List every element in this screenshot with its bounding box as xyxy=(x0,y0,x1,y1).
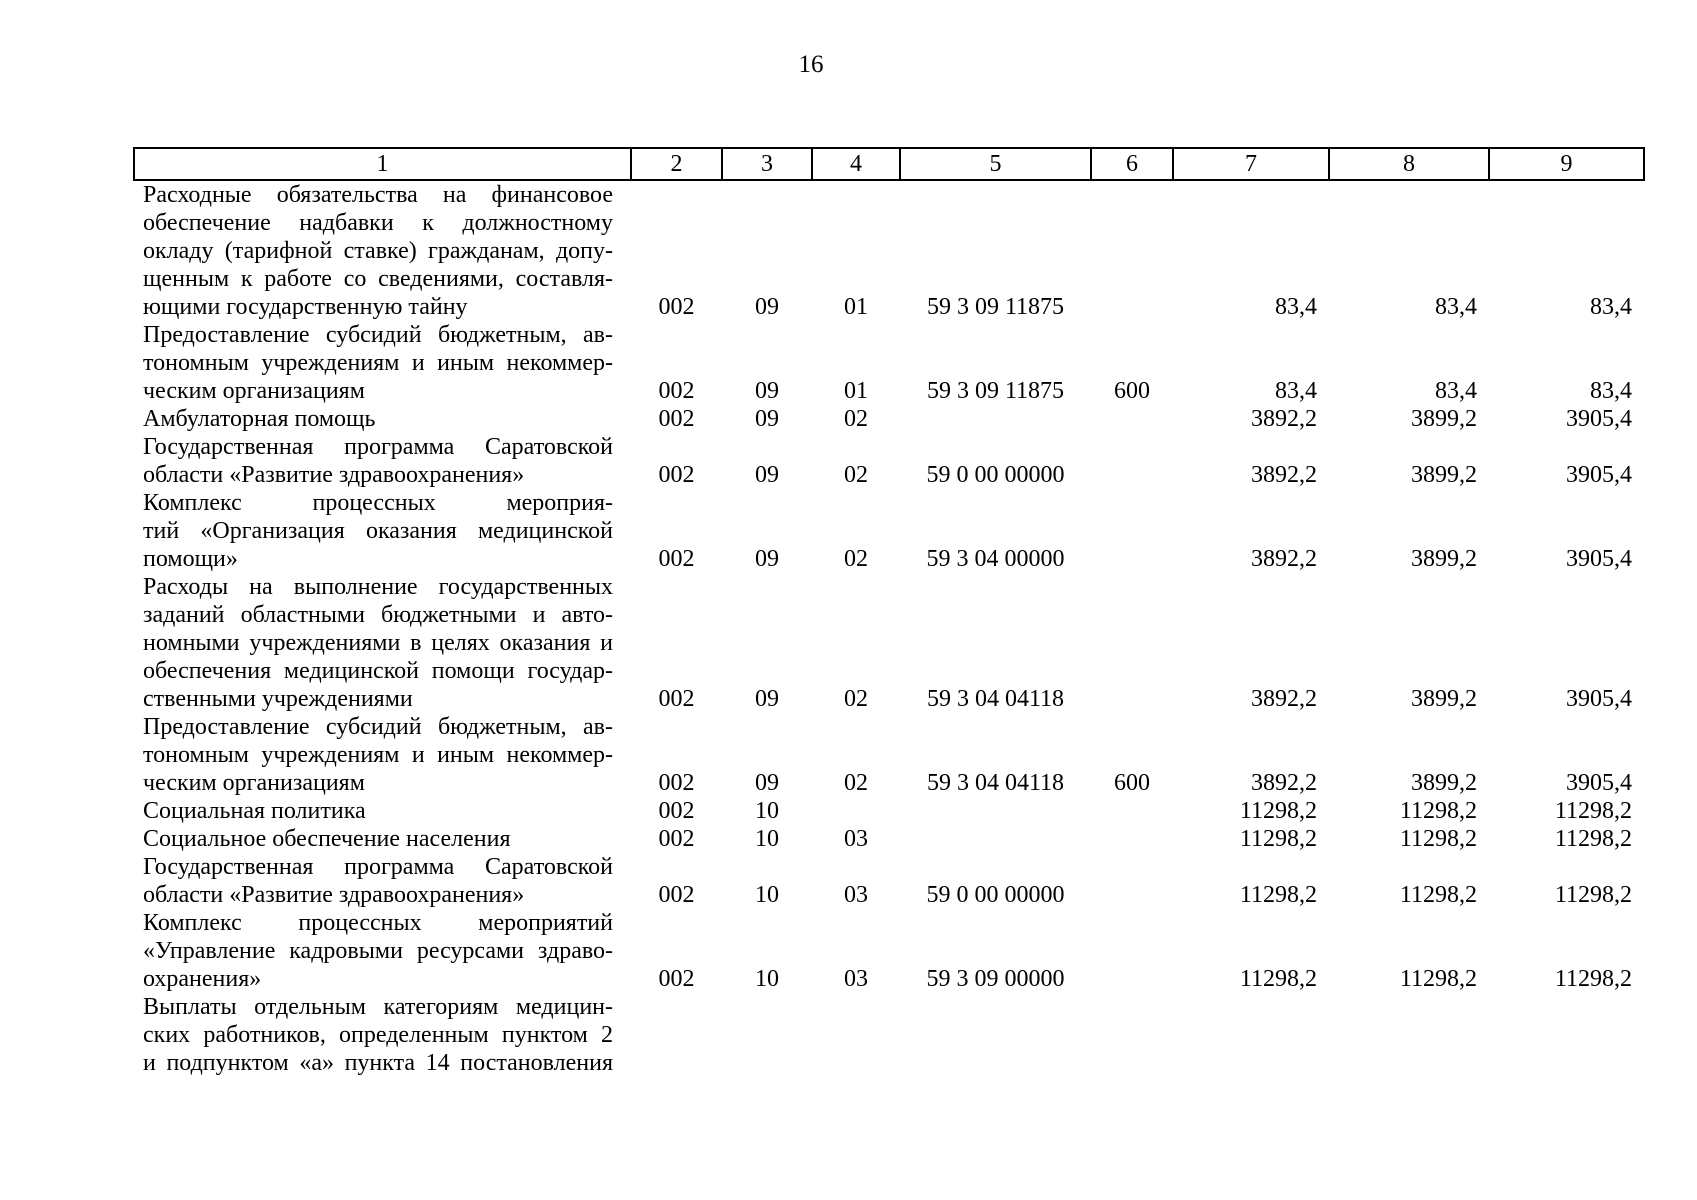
table-row xyxy=(134,573,1644,713)
code-expense-type-cell xyxy=(1091,405,1173,433)
code-subsection-cell: 02 xyxy=(844,546,868,572)
code-section-cell: 10 xyxy=(755,826,779,852)
code-section-cell: 10 xyxy=(755,798,779,824)
amount-year3-cell: 11298,2 xyxy=(1554,826,1632,852)
amount-year3-cell: 11298,2 xyxy=(1554,798,1632,824)
expenditure-name-cell xyxy=(134,489,631,573)
code-subsection-cell: 02 xyxy=(844,770,868,796)
code-section-cell xyxy=(722,993,812,1077)
code-grbs-cell xyxy=(631,993,722,1077)
expenditure-name-cell xyxy=(134,433,631,489)
amount-year2-cell: 3899,2 xyxy=(1411,686,1477,712)
table-row xyxy=(134,321,1644,405)
amount-year1-cell: 11298,2 xyxy=(1239,826,1317,852)
amount-year3-cell: 3905,4 xyxy=(1566,462,1632,488)
expenditure-name-line: области «Развитие здравоохранения» xyxy=(143,462,525,488)
amount-year2-cell: 3899,2 xyxy=(1411,462,1477,488)
code-expense-type-cell xyxy=(1091,573,1173,713)
column-header-6: 6 xyxy=(1091,148,1173,180)
expenditure-name-line: Амбулаторная помощь xyxy=(143,406,376,432)
amount-year1-cell: 3892,2 xyxy=(1251,406,1317,432)
amount-year3-cell: 3905,4 xyxy=(1566,546,1632,572)
code-target-article-cell: 59 3 04 04118 xyxy=(926,770,1065,796)
expenditure-name-line: области «Развитие здравоохранения» xyxy=(143,882,525,908)
amount-year2-cell: 3899,2 xyxy=(1411,546,1477,572)
column-header-2: 2 xyxy=(631,148,722,180)
expenditure-name-line: Комплекс процессных мероприятий xyxy=(143,910,613,936)
code-expense-type-cell xyxy=(1091,825,1173,853)
code-target-article-cell xyxy=(900,797,1091,825)
code-expense-type-cell xyxy=(1091,993,1173,1077)
column-header-5: 5 xyxy=(900,148,1091,180)
expenditure-name-cell xyxy=(134,180,631,321)
code-expense-type-cell xyxy=(1091,909,1173,993)
code-grbs-cell: 002 xyxy=(658,462,695,488)
code-section-cell: 09 xyxy=(755,770,779,796)
code-target-article-cell: 59 3 09 11875 xyxy=(926,378,1065,404)
amount-year2-cell: 83,4 xyxy=(1435,378,1477,404)
amount-year2-cell: 83,4 xyxy=(1435,294,1477,320)
expenditure-name-line: Расходы на выполнение государственных xyxy=(143,574,613,600)
expenditure-name-line: окладу (тарифной ставке) гражданам, допу- xyxy=(143,238,613,264)
expenditure-name-line: щенным к работе со сведениями, составля- xyxy=(143,266,613,292)
amount-year2-cell: 11298,2 xyxy=(1399,882,1477,908)
expenditure-name-line: ющими государственную тайну xyxy=(143,294,468,320)
code-section-cell: 09 xyxy=(755,546,779,572)
code-expense-type-cell xyxy=(1091,489,1173,573)
amount-year1-cell: 3892,2 xyxy=(1251,770,1317,796)
amount-year3-cell: 3905,4 xyxy=(1566,406,1632,432)
expenditure-name-line: охранения» xyxy=(143,966,262,992)
amount-year1-cell: 3892,2 xyxy=(1251,546,1317,572)
column-header-9: 9 xyxy=(1489,148,1644,180)
amount-year1-cell: 11298,2 xyxy=(1239,882,1317,908)
expenditure-name-line: ческим организациям xyxy=(143,770,365,796)
table-header xyxy=(134,148,1644,180)
code-target-article-cell: 59 0 00 00000 xyxy=(926,882,1065,908)
expenditure-name-line: Предоставление субсидий бюджетным, ав- xyxy=(143,714,613,740)
code-subsection-cell: 02 xyxy=(844,686,868,712)
code-target-article-cell xyxy=(900,993,1091,1077)
expenditure-name-line: Комплекс процессных мероприя- xyxy=(143,490,613,516)
expenditure-name-line: тий «Организация оказания медицинской xyxy=(143,518,613,544)
amount-year2-cell: 11298,2 xyxy=(1399,798,1477,824)
code-expense-type-cell: 600 xyxy=(1114,378,1150,404)
code-target-article-cell: 59 0 00 00000 xyxy=(926,462,1065,488)
page-number: 16 xyxy=(798,51,824,78)
code-subsection-cell: 01 xyxy=(844,294,868,320)
table-row xyxy=(134,825,1644,853)
expenditure-name-cell xyxy=(134,573,631,713)
amount-year1-cell: 83,4 xyxy=(1275,294,1317,320)
column-header-8: 8 xyxy=(1329,148,1489,180)
table-body xyxy=(134,180,1644,1077)
expenditure-name-cell xyxy=(134,797,631,825)
amount-year1-cell: 11298,2 xyxy=(1239,798,1317,824)
table-row xyxy=(134,713,1644,797)
code-grbs-cell: 002 xyxy=(658,882,695,908)
expenditure-name-line: заданий областными бюджетными и авто- xyxy=(143,602,613,628)
expenditure-name-line: Государственная программа Саратовской xyxy=(143,434,613,460)
amount-year1-cell: 3892,2 xyxy=(1251,462,1317,488)
amount-year3-cell: 11298,2 xyxy=(1554,882,1632,908)
amount-year1-cell: 83,4 xyxy=(1275,378,1317,404)
code-section-cell: 10 xyxy=(755,966,779,992)
code-section-cell: 09 xyxy=(755,686,779,712)
expenditure-name-line: ских работников, определенным пунктом 2 xyxy=(143,1022,613,1048)
expenditure-name-line: тономным учреждениям и иным некоммер- xyxy=(143,742,613,768)
code-grbs-cell: 002 xyxy=(658,378,695,404)
code-expense-type-cell xyxy=(1091,853,1173,909)
code-target-article-cell xyxy=(900,825,1091,853)
code-grbs-cell: 002 xyxy=(658,686,695,712)
expenditure-name-cell xyxy=(134,405,631,433)
code-section-cell: 09 xyxy=(755,406,779,432)
budget-table xyxy=(133,147,1645,1077)
code-grbs-cell: 002 xyxy=(658,826,695,852)
expenditure-name-line: ческим организациям xyxy=(143,378,365,404)
amount-year1-cell: 3892,2 xyxy=(1251,686,1317,712)
code-section-cell: 10 xyxy=(755,882,779,908)
amount-year3-cell: 11298,2 xyxy=(1554,966,1632,992)
code-subsection-cell: 03 xyxy=(844,966,868,992)
amount-year1-cell xyxy=(1173,993,1329,1077)
code-grbs-cell: 002 xyxy=(658,546,695,572)
code-target-article-cell: 59 3 09 11875 xyxy=(926,294,1065,320)
expenditure-name-line: тономным учреждениям и иным некоммер- xyxy=(143,350,613,376)
expenditure-name-line: помощи» xyxy=(143,546,238,572)
expenditure-name-line: обеспечения медицинской помощи государ- xyxy=(143,658,613,684)
code-target-article-cell xyxy=(900,405,1091,433)
amount-year3-cell: 3905,4 xyxy=(1566,770,1632,796)
code-target-article-cell: 59 3 04 04118 xyxy=(926,686,1065,712)
code-subsection-cell: 02 xyxy=(844,406,868,432)
expenditure-name-line: Социальное обеспечение населения xyxy=(143,826,511,852)
amount-year3-cell: 83,4 xyxy=(1590,378,1632,404)
code-grbs-cell: 002 xyxy=(658,770,695,796)
expenditure-name-line: ственными учреждениями xyxy=(143,686,413,712)
expenditure-name-cell xyxy=(134,713,631,797)
table-row xyxy=(134,489,1644,573)
code-expense-type-cell xyxy=(1091,797,1173,825)
amount-year2-cell: 3899,2 xyxy=(1411,770,1477,796)
expenditure-name-line: «Управление кадровыми ресурсами здраво- xyxy=(143,938,613,964)
table-row xyxy=(134,853,1644,909)
expenditure-name-line: Государственная программа Саратовской xyxy=(143,854,613,880)
code-section-cell: 09 xyxy=(755,294,779,320)
code-expense-type-cell xyxy=(1091,433,1173,489)
expenditure-name-cell xyxy=(134,321,631,405)
amount-year1-cell: 11298,2 xyxy=(1239,966,1317,992)
table-row xyxy=(134,433,1644,489)
expenditure-name-cell xyxy=(134,825,631,853)
code-expense-type-cell: 600 xyxy=(1114,770,1150,796)
code-target-article-cell: 59 3 09 00000 xyxy=(926,966,1065,992)
amount-year2-cell: 11298,2 xyxy=(1399,826,1477,852)
column-header-1: 1 xyxy=(134,148,631,180)
code-section-cell: 09 xyxy=(755,378,779,404)
code-grbs-cell: 002 xyxy=(658,294,695,320)
table-header-row xyxy=(134,148,1644,180)
expenditure-name-line: обеспечение надбавки к должностному xyxy=(143,210,613,236)
expenditure-name-line: Выплаты отдельным категориям медицин- xyxy=(143,994,613,1020)
column-header-4: 4 xyxy=(812,148,900,180)
table-row xyxy=(134,797,1644,825)
expenditure-name-line: Предоставление субсидий бюджетным, ав- xyxy=(143,322,613,348)
expenditure-name-cell xyxy=(134,909,631,993)
code-subsection-cell: 01 xyxy=(844,378,868,404)
table-row xyxy=(134,405,1644,433)
code-subsection-cell: 03 xyxy=(844,882,868,908)
table-row xyxy=(134,180,1644,321)
amount-year3-cell xyxy=(1489,993,1644,1077)
code-subsection-cell: 02 xyxy=(844,462,868,488)
table-row xyxy=(134,993,1644,1077)
amount-year3-cell: 3905,4 xyxy=(1566,686,1632,712)
code-grbs-cell: 002 xyxy=(658,406,695,432)
expenditure-name-cell xyxy=(134,853,631,909)
amount-year3-cell: 83,4 xyxy=(1590,294,1632,320)
expenditure-name-line: Расходные обязательства на финансовое xyxy=(143,182,613,208)
amount-year2-cell: 3899,2 xyxy=(1411,406,1477,432)
code-target-article-cell: 59 3 04 00000 xyxy=(926,546,1065,572)
code-subsection-cell xyxy=(812,993,900,1077)
expenditure-name-cell xyxy=(134,993,631,1077)
column-header-7: 7 xyxy=(1173,148,1329,180)
code-section-cell: 09 xyxy=(755,462,779,488)
code-subsection-cell xyxy=(812,797,900,825)
amount-year2-cell xyxy=(1329,993,1489,1077)
column-header-3: 3 xyxy=(722,148,812,180)
code-grbs-cell: 002 xyxy=(658,966,695,992)
code-subsection-cell: 03 xyxy=(844,826,868,852)
code-grbs-cell: 002 xyxy=(658,798,695,824)
expenditure-name-line: номными учреждениями в целях оказания и xyxy=(143,630,613,656)
expenditure-name-line: и подпунктом «а» пункта 14 постановления xyxy=(143,1050,613,1076)
amount-year2-cell: 11298,2 xyxy=(1399,966,1477,992)
table-row xyxy=(134,909,1644,993)
expenditure-name-line: Социальная политика xyxy=(143,798,366,824)
code-expense-type-cell xyxy=(1091,180,1173,321)
